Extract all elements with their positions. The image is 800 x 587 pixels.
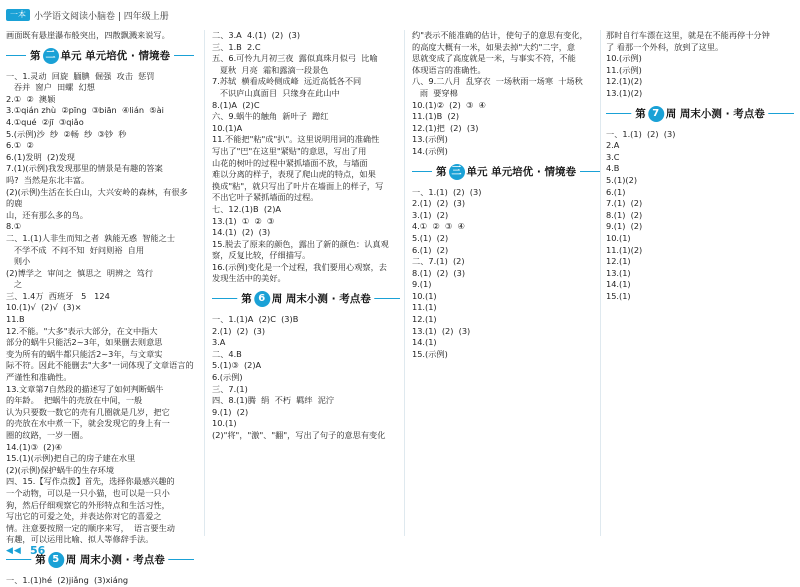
section-number-badge: 二 [43,48,59,64]
section-number-badge: 三 [449,164,465,180]
section-title: 第 6 周 周末小测 · 考点卷 [237,289,374,309]
section-title: 第 7 周 周末小测 · 考点卷 [631,104,768,124]
answer-text: 三、1.4万 西班牙 5 124 10.(1)√ (2)√ (3)× 11.B 12.不能。"大多"表示大部分，在文中指大 部分的蜗牛只能活2~3年，如果删去则意思 变为所有的蜗牛都只能活2~3年，与文章实 际不符。因此不能删去"大多"一词体现了文章语言的 严谨性和准确性。 13.文章第7自然段的描述写了如何判断蜗牛 的年龄。 把蜗牛的壳放在中间，一般 认为只要数一数它的壳有几圈就是几岁，把它 的壳放在水中煮一下，就会发现它的身上有一 圈的纹路，一岁一圈。 14.(1)③ (2)④ 15.(1)(示例)把自己的房子建在水里 (2)(示例)保护蜗牛的生存环境 四、15.【写作点拨】首先，选择你最感兴趣的 一个动物，可以是一只小猫，也可以是一只小 狗，然后仔细观察它的外形特点和生活习性， 写出它的可爱之处，并表达你对它的喜爱之 情。注意要按照一定的顺序来写， 语言要生动 有趣，可以运用比喻、拟人等修辞手法。 [6,290,194,545]
answer-column-2 [212,30,400,536]
section-banner [412,161,600,183]
section-banner [212,288,400,310]
brand-badge: 一本 [6,9,30,21]
section-number-badge: 7 [648,106,664,122]
section-number-badge: 6 [254,291,270,307]
answer-text: 一、1.(1)A (2)C (3)B 2.(1) (2) (3) 3.A 二、4.B 5.(1)③ (2)A 6.(示例) 三、7.(1) 四、8.(1)腾 绢 不朽 羁绊 泥泞 9.(1) (2) 10.(1) (2)"将"，"激"、"翻"，写出了句子的意思有变化 [212,314,386,440]
answer-text: 画面既有悬崖瀑布般突出，四散飘溅来说写。 [6,30,170,40]
book-title: 小学语文阅读小脑卷 | 四年级上册 [34,12,169,22]
section-banner [606,103,794,125]
answer-text: 一、1.(1) (2) (3) 2.A 3.C 4.B 5.(1)(2) 6.(1) 7.(1) (2) 8.(1) (2) 9.(1) (2) 10.(1) 11.(1)(2) 12.(1) 13.(1) 14.(1) 15.(1) [606,128,676,301]
answer-text: 约"表示不能准确的估计，使句子的意思有变化， 的高度大概有一米，如果去掉"大约"二字，意 思就变成了高度就是一米，与事实不符，不能 体现语言的准确性。 八、9.二八月 乱穿衣 一场秋雨一场寒 十场秋 雨 要穿棉 10.(1)② (2) ③ ④ 11.(1)B (2) 12.(1)把 (2) (3) 13.(示例) 14.(示例) [412,30,588,156]
answer-text: 那时自行车漂在这里，就是在不能再停十分钟 了 看那一个外科，放到了这里。 10.(示例) 11.(示例) 12.(1)(2) 13.(1)(2) [606,30,770,98]
section-number-badge: 5 [48,552,64,568]
answer-text: 二、3.A 4.(1) (2) (3) 三、1.B 2.C 五、6.可怜九月初三夜 露似真珠月似弓 比喻 夏秋 月亮 霜和露滴一段景色 7.苏轼 横看成岭侧成峰 远近高低各不同 不识庐山真面目 只缘身在此山中 8.(1)A (2)C 六、9.蜗牛的触角 新叶子 蹭红 10.(1)A 11.不能把"粘"成"扒"。这里说明用词的准确性 写出了"巴"在这里"紧贴"的意思，写出了用 山花的树叶的过程中紧抓墙面不放，与墙面 难以分离的样子，表现了爬山虎的特点，如果 换成"粘"，就只写出了叶片在墙面上的样子，写 不出它叶子紧抓墙面的过程。 七、12.(1)B (2)A 13.(1) ① ② ③ 14.(1) (2) (3) 15.脱去了原来的颜色，露出了新的颜色：认真观 察，反复比较，仔细描写。 16.(示例)变化是一个过程，我们要用心观察，去 发现生活中的美好。 [212,30,389,284]
section-title: 第 5 周 周末小测 · 考点卷 [31,550,168,570]
answer-column-4 [606,30,794,536]
column-divider [204,30,205,536]
page-header [0,0,800,26]
answer-text: 一、1.灵动 回旋 腼腆 倔强 攻击 惩罚 吞并 窗户 田螺 幻想 2.① ② 澳颖 3.①qián zhù ②pīng ③biān ④lián ⑤ài 4.①qué ②jī ③qiǎo 5.(示例)沙 纱 ②畅 纱 ③钞 秒 6.① ② 6.(1)发明 (2)发现 7.(1)(示例)我发现那里的情景是有趣的答案 吗? 当然是东北丰富。 (2)(示例)生活在长白山，大兴安岭的森林，有很多的鹿 山，还有那么多的鸟。 8.① 二、1.(1)人非生而知之者 孰能无惑 智能之士 不学不成 不问不知 好问则裕 自用 则小 (2)博学之 审问之 慎思之 明辨之 笃行 之 [6,70,188,290]
page-number: 56 [30,544,46,557]
page-arrows-icon: ◀◀ [6,546,22,556]
column-divider [404,30,405,536]
answer-text: 一、1.(1) (2) (3) 2.(1) (2) (3) 3.(1) (2) 4.① ② ③ ④ 5.(1) (2) 6.(1) (2) 二、7.(1) (2) 8.(1) (2) (3) 9.(1) 10.(1) 11.(1) 12.(1) 13.(1) (2) (3) 14.(1) 15.(示例) [412,186,482,359]
answer-column-3 [412,30,600,536]
page-footer [0,540,800,566]
answer-text: 一、1.(1)hé (2)jiǎng (3)xiáng [6,574,129,585]
section-banner [6,45,194,67]
section-title: 第 二 单元 单元培优 · 情境卷 [26,46,174,66]
column-divider [600,30,601,536]
section-title: 第 三 单元 单元培优 · 情境卷 [432,162,580,182]
